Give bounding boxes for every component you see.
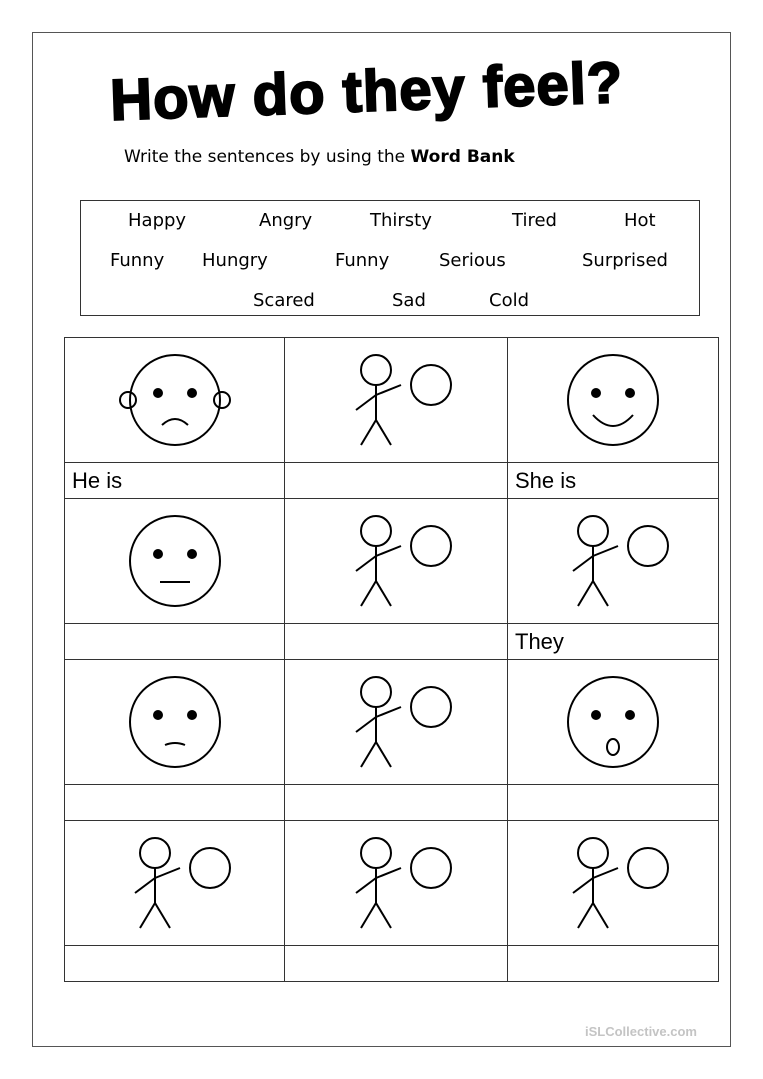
funny-jester-illustration <box>508 821 719 946</box>
answer-cell[interactable] <box>285 624 508 660</box>
sad-face-illustration <box>65 338 285 463</box>
instructions <box>124 147 515 167</box>
angry-monster-girl-illustration <box>65 821 285 946</box>
word: Tired <box>512 210 557 231</box>
word: Happy <box>128 210 187 231</box>
answer-row <box>65 785 719 821</box>
hungry-boy-illustration <box>285 338 508 463</box>
exercise-table <box>64 337 719 982</box>
watermark: iSLCollective.com <box>585 1024 697 1039</box>
answer-row <box>65 946 719 982</box>
answer-cell[interactable] <box>285 785 508 821</box>
word: Cold <box>489 290 530 311</box>
answer-row <box>65 624 719 660</box>
answer-cell[interactable] <box>508 785 719 821</box>
picture-row <box>65 499 719 624</box>
answer-cell[interactable]: She is <box>508 463 719 499</box>
picture-row <box>65 660 719 785</box>
cold-person-snow-illustration <box>285 821 508 946</box>
answer-cell[interactable]: He is <box>65 463 285 499</box>
answer-cell[interactable] <box>65 624 285 660</box>
answer-cell[interactable] <box>285 946 508 982</box>
scared-boy-mummy-illustration <box>285 499 508 624</box>
serious-man-illustration <box>65 499 285 624</box>
tired-girl-illustration <box>65 660 285 785</box>
answer-cell[interactable] <box>65 946 285 982</box>
instruction-text: Write the sentences by using the <box>124 147 411 167</box>
word: Funny <box>110 250 165 271</box>
word: Surprised <box>582 250 668 271</box>
answer-cell[interactable] <box>508 946 719 982</box>
word: Hot <box>624 210 656 231</box>
word: Thirsty <box>370 210 432 231</box>
hot-family-beach-illustration <box>508 499 719 624</box>
surprised-girl-illustration <box>508 660 719 785</box>
picture-row <box>65 821 719 946</box>
page-title: How do they feel? <box>109 50 625 133</box>
word: Scared <box>253 290 315 311</box>
answer-row <box>65 463 719 499</box>
answer-cell[interactable]: They <box>508 624 719 660</box>
answer-cell[interactable] <box>65 785 285 821</box>
word: Hungry <box>202 250 268 271</box>
thirsty-boy-bottle-illustration <box>285 660 508 785</box>
word: Angry <box>259 210 313 231</box>
word-bank <box>80 200 700 316</box>
word: Serious <box>439 250 506 271</box>
instruction-bold: Word Bank <box>410 147 515 167</box>
answer-cell[interactable] <box>285 463 508 499</box>
word: Sad <box>392 290 426 311</box>
word: Funny <box>335 250 390 271</box>
happy-girl-illustration <box>508 338 719 463</box>
picture-row <box>65 338 719 463</box>
